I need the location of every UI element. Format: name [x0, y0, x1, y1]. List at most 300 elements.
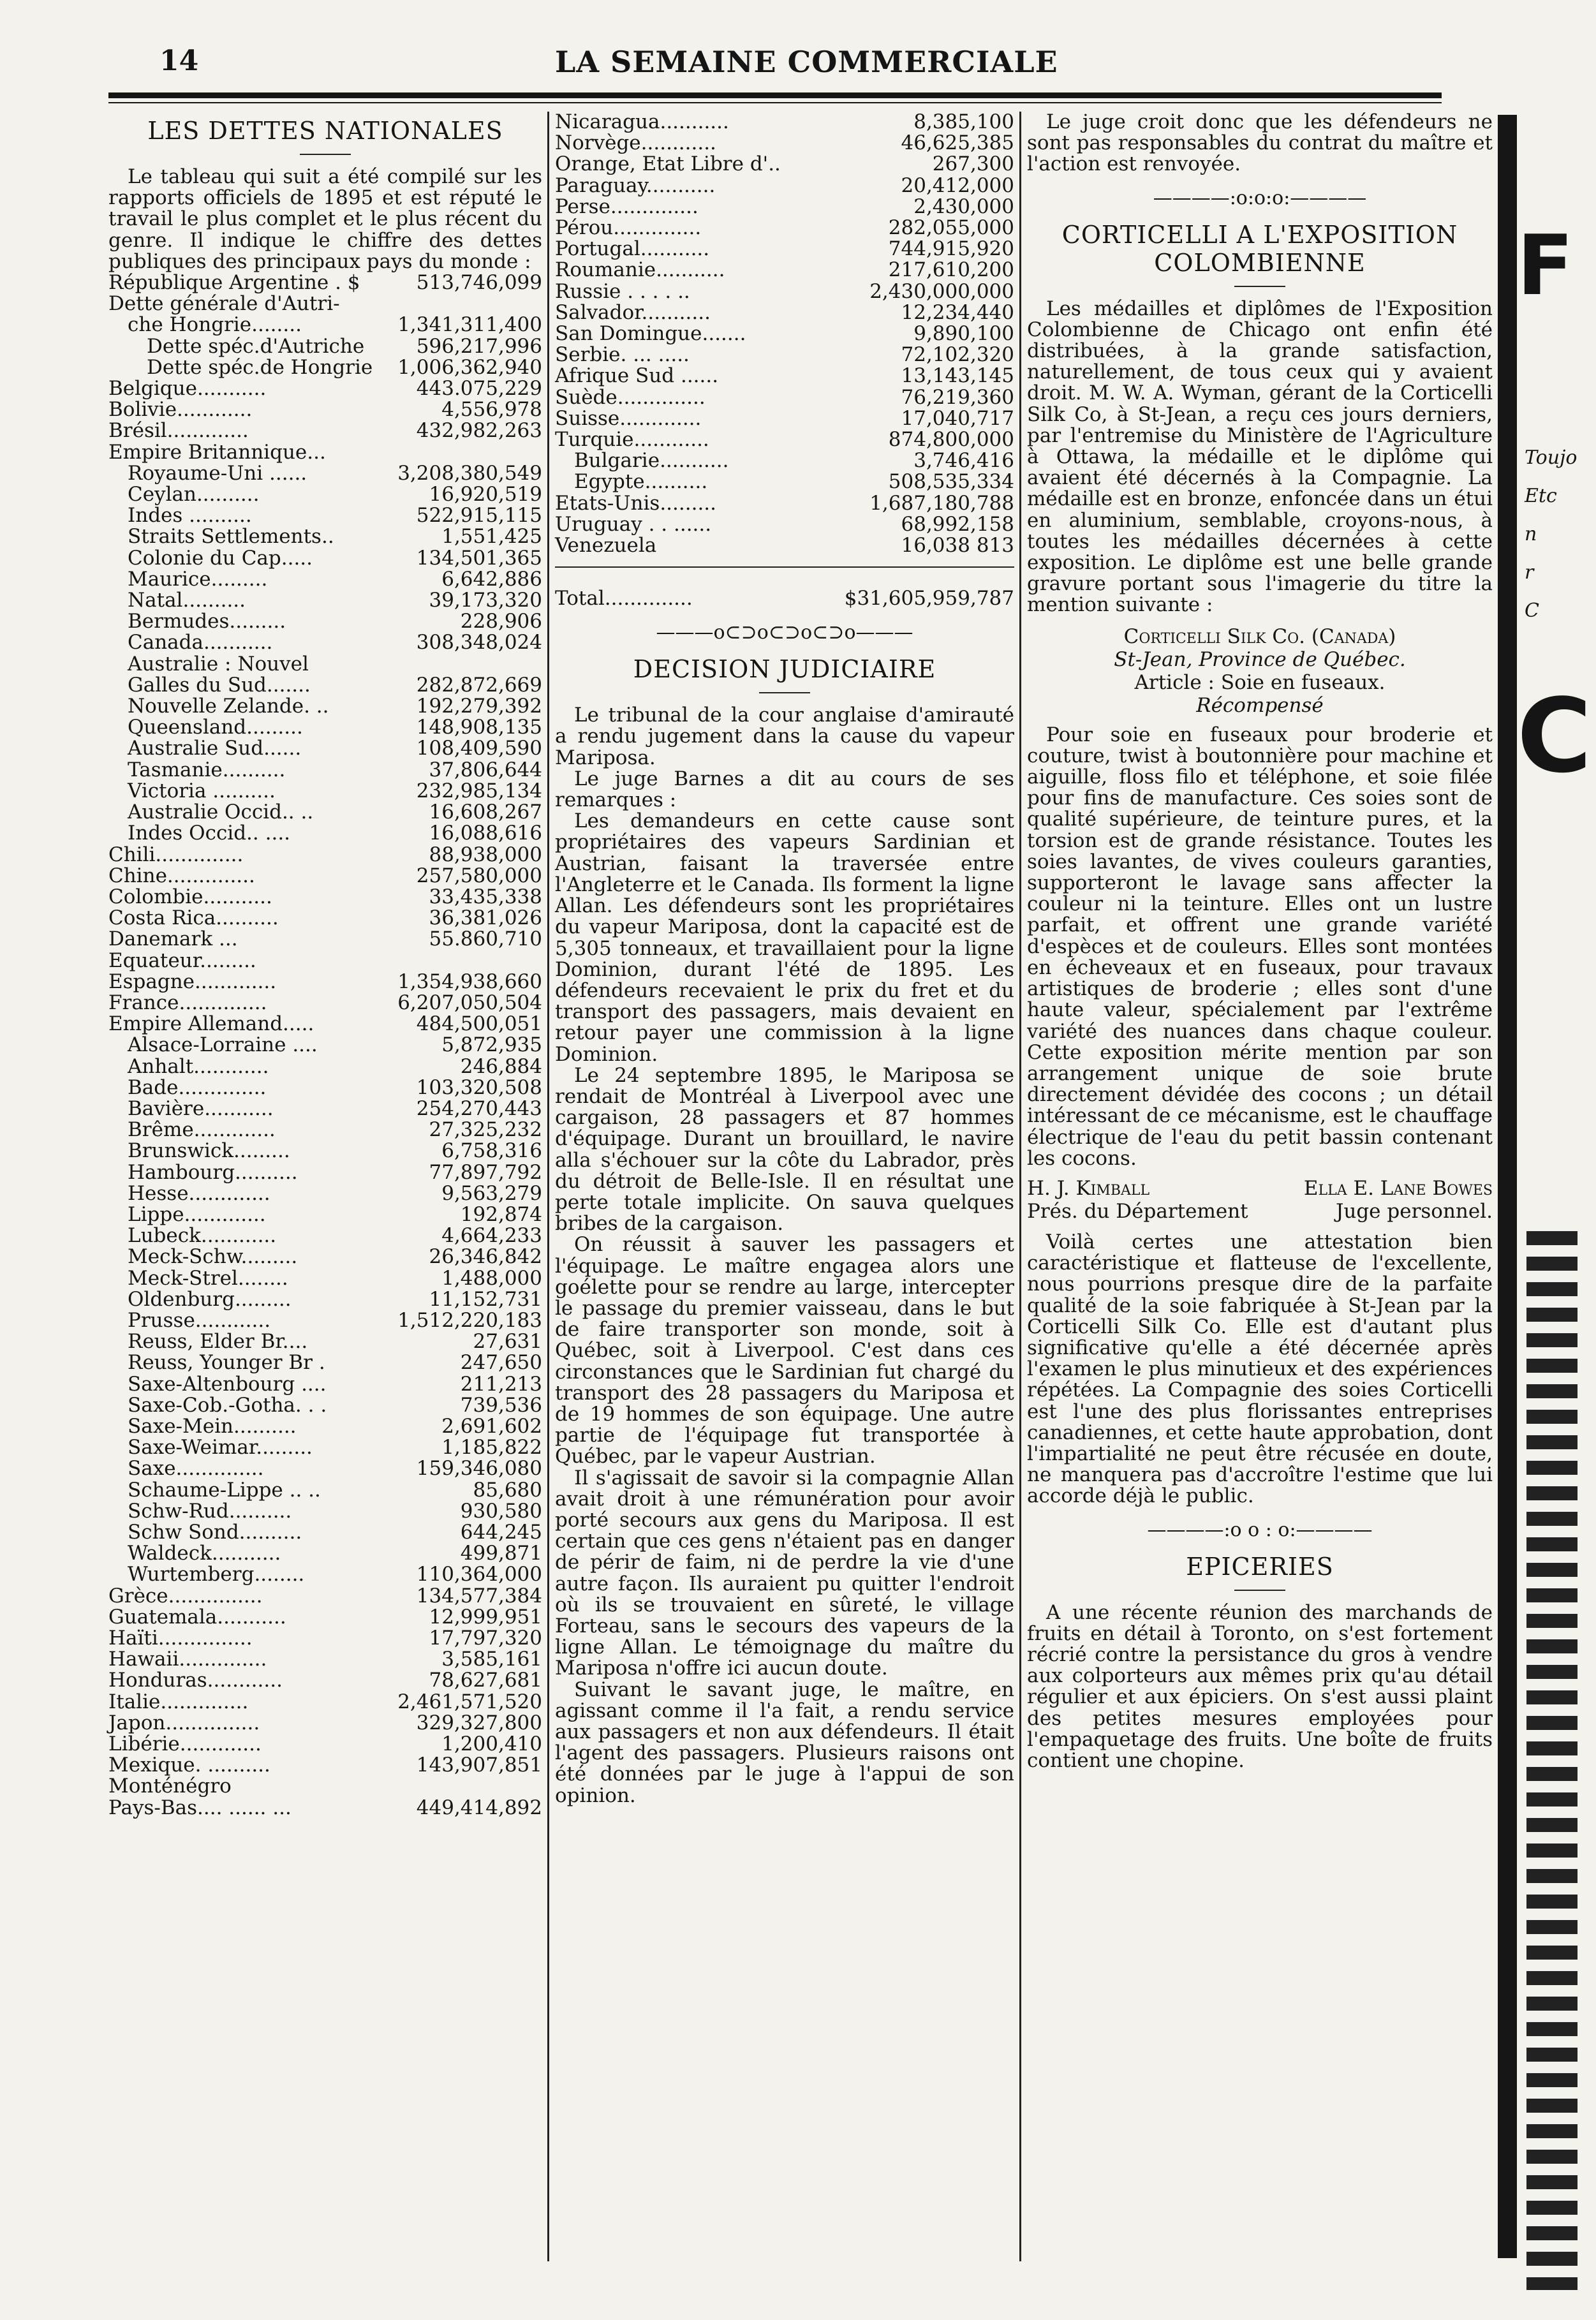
country-name: Dette spéc.de Hongrie [147, 355, 373, 379]
country-name: Bavière........... [128, 1097, 274, 1120]
country-name: Indes .......... [128, 504, 252, 528]
country-name: Pays-Bas.... ...... ... [108, 1796, 292, 1819]
corticelli-para-1: Les médailles et diplômes de l'Exposition Colombienne de Chicago ont enfin été distribuées, à la grande satisfaction, naturellement, de tous ceux qui y avaient droit. M. W. A. Wyman, gérant de la Corticelli Silk Co, à St-Jean, a reçu ces jours derniers, par l'entremise du Ministère de l'Agriculture à Ottawa, la médaille et le diplôme qui avaient été décernés à la Compagnie. La médaille est en bronze, enfoncée dans un étui en aluminium, semblable, croyons-nous, à toutes les médailles décernées à cette exposition. Le diplôme est une belle grande gravure portant sous l'imagerie du titre la mention suivante : [1027, 297, 1493, 617]
country-name: Tasmanie.......... [128, 758, 286, 781]
country-name: Bade.............. [128, 1075, 267, 1099]
table-row [108, 1119, 542, 1141]
country-name: Orange, Etat Libre d'.. [555, 152, 781, 176]
table-row [108, 569, 542, 590]
country-name: Australie Sud...... [128, 737, 302, 760]
country-name: Haïti............... [108, 1627, 253, 1650]
country-name: Straits Settlements.. [128, 525, 334, 549]
country-name: Canada........... [128, 631, 273, 654]
corticelli-para-2: Pour soie en fuseaux pour broderie et couture, twist à boutonnière pour machine et aiguille, floss filo et téléphone, et soie filée pour fins de manufacture. Ces soies sont de qualité supérieure, de teinture pures, et la torsion est de grande résistance. Toutes les soies lavantes, de vives couleurs garanties, supporteront le lavage sans affecter la couleur ni la teinture. Elles ont un lustre parfait, et offrent une grande variété d'espèces et de couleurs. Elles sont montées en écheveaux et en fuseaux, pour travaux artistiques de broderie ; elles sont d'une haute valeur, spécialement par l'extrême variété des nuances dans chaque couleur. Cette exposition mérite mention par son arrangement unique de soie brute directement dévidée des cocons ; un détail intéressant de ce mécanisme, est le chauffage électrique de l'eau du petit bassin contenant les cocons. [1027, 723, 1493, 1170]
country-name: Anhalt............ [128, 1054, 269, 1078]
country-name: France.............. [108, 991, 267, 1014]
table-row [108, 654, 542, 675]
country-name: Suisse............. [555, 406, 702, 430]
debt-value: 1,687,180,788 [869, 491, 1014, 515]
debt-value: 9,563,279 [441, 1181, 542, 1205]
debt-value: 449,414,892 [416, 1796, 542, 1819]
ornament-divider: ————:o o : o:———— [1147, 1518, 1373, 1541]
country-name: Schw Sond.......... [128, 1521, 302, 1544]
table-row [108, 1289, 542, 1310]
table-row [555, 387, 1014, 408]
country-name: Dette générale d'Autri- [108, 292, 340, 316]
total-label: Total.............. [555, 587, 693, 610]
top-rule-thin [108, 102, 1442, 103]
debt-value: 26,346,842 [429, 1245, 542, 1269]
corticelli-para-3: Voilà certes une attestation bien caractéristique et flatteuse de l'excellente, nous pourrions presque dire de la parfaite qualité de la soie fabriquée à St-Jean par la Corticelli Silk Co. Elle est d'autant plus significative qu'elle a été décernée après l'examen le plus minutieux et des expériences répétées. La Compagnie des soies Corticelli est l'une des plus florissantes entreprises canadiennes, et cette haute approbation, dont l'impartialité ne peut être récusée en doute, ne manquera pas d'accroître l'estime que lui accorde déjà le public. [1027, 1230, 1493, 1508]
debt-value: 282,055,000 [888, 216, 1014, 240]
table-row [108, 314, 542, 336]
debt-value [540, 442, 542, 463]
debt-value: 217,610,200 [888, 258, 1014, 282]
table-row [108, 1437, 542, 1458]
signature-row-2 [1027, 1200, 1493, 1223]
ornament-divider: ————:o:o:o:———— [1153, 186, 1367, 209]
ad-text-5: C [1525, 600, 1539, 622]
country-name: Schaume-Lippe .. .. [128, 1478, 321, 1502]
table-row [108, 1480, 542, 1501]
debt-value: 110,364,000 [416, 1563, 542, 1586]
country-name: Hambourg.......... [128, 1160, 298, 1184]
country-name: Grèce............... [108, 1584, 263, 1607]
country-name: Italie.............. [108, 1690, 249, 1713]
table-row [555, 260, 1014, 281]
debt-value: 282,872,669 [416, 673, 542, 697]
debt-value [540, 654, 542, 675]
country-name: Saxe-Mein.......... [128, 1414, 297, 1438]
country-name: Salvador........... [555, 300, 711, 324]
country-name: Egypte.......... [574, 470, 708, 494]
table-row [108, 1543, 542, 1564]
table-row [108, 760, 542, 781]
column-1 [108, 112, 542, 1819]
title-rule [300, 154, 351, 155]
table-row [108, 1310, 542, 1331]
table-row [108, 1098, 542, 1119]
country-name: Dette spéc.d'Autriche [147, 334, 365, 358]
table-row [108, 1649, 542, 1670]
debt-value: 2,461,571,520 [397, 1690, 542, 1713]
debt-value: 9,890,100 [913, 322, 1014, 346]
table-row [108, 293, 542, 314]
country-name: Japon............... [108, 1711, 260, 1734]
country-name: Alsace-Lorraine .... [128, 1033, 318, 1057]
country-name: Bolivie............ [108, 398, 253, 422]
table-row [555, 196, 1014, 218]
debt-value: 16,920,519 [429, 483, 542, 506]
country-name: Brunswick......... [128, 1139, 290, 1163]
country-name: Costa Rica.......... [108, 906, 279, 930]
table-row [555, 133, 1014, 154]
country-name: Queensland......... [128, 716, 303, 739]
country-name: Brême............. [128, 1118, 276, 1142]
table-row [108, 1183, 542, 1204]
debt-value: 247,650 [460, 1351, 542, 1375]
debts-table [108, 272, 542, 1819]
table-row [555, 493, 1014, 514]
debt-value: 596,217,996 [416, 334, 542, 358]
country-name: San Domingue....... [555, 322, 746, 346]
debt-value: 2,430,000,000 [869, 279, 1014, 303]
country-name: Galles du Sud....... [128, 673, 311, 697]
debts-total [555, 566, 1014, 610]
ad-text-3: n [1525, 523, 1537, 545]
table-row [108, 1374, 542, 1395]
country-name: Paraguay........... [555, 174, 716, 197]
table-row [108, 908, 542, 929]
debt-value [540, 293, 542, 314]
epiceries-para: A une récente réunion des marchands de fruits en détail à Toronto, on s'est fortement récrié contre la persistance du gros à vendre aux colporteurs aux mêmes prix qu'au détail régulier et aux épiciers. On s'est aussi plaint des petites mesures employées pour l'empaquetage des fruits. Une boîte de fruits contient une chopine. [1027, 1600, 1493, 1772]
debt-value: 644,245 [460, 1521, 542, 1544]
title-rule [1234, 286, 1285, 287]
decision-paragraph: Il s'agissait de savoir si la compagnie Allan avait droit à une rémunération pour avoir porté secours aux gens du Mariposa. Il est certain que ces gens n'étaient pas en danger de périr de faim, ni de perdre la vie d'une autre façon. Ils auraient pu quitter l'endroit où ils se trouvaient en sûreté, le village Forteau, sans le secours des vapeurs de la ligne Allan. Le témoignage du maître du Mariposa n'offre ici aucun doute. [555, 1466, 1014, 1680]
table-row [108, 1331, 542, 1352]
country-name: Guatemala........... [108, 1605, 286, 1629]
country-name: Belgique........... [108, 377, 267, 401]
debt-value: 143,907,851 [416, 1754, 542, 1777]
debt-value: 36,381,026 [429, 906, 542, 930]
debt-value: 522,915,115 [416, 504, 542, 528]
debt-value: 1,185,822 [441, 1436, 542, 1459]
ad-decorative-band [1526, 1231, 1578, 2290]
debt-value: 20,412,000 [901, 174, 1014, 197]
table-row [108, 696, 542, 717]
debt-value: 1,551,425 [441, 525, 542, 549]
debt-value: 12,999,951 [429, 1605, 542, 1629]
country-name: Reuss, Younger Br . [128, 1351, 325, 1375]
country-name: Uruguay . . ...... [555, 512, 712, 536]
country-name: Colombie........... [108, 885, 272, 908]
table-row [108, 548, 542, 569]
column-divider-2 [1019, 112, 1021, 2261]
debt-value: 228,906 [460, 610, 542, 633]
country-name: Equateur......... [108, 949, 256, 972]
ad-black-bar [1498, 115, 1517, 2258]
country-name: Nicaragua........... [555, 110, 729, 133]
country-name: Empire Britannique... [108, 440, 326, 464]
table-row [108, 1755, 542, 1776]
table-row [555, 154, 1014, 175]
debt-value: 159,346,080 [416, 1457, 542, 1481]
debt-value: 211,213 [460, 1372, 542, 1396]
debt-value: 72,102,320 [901, 343, 1014, 367]
table-row [555, 429, 1014, 450]
table-row [555, 112, 1014, 133]
cropped-advertisement [1498, 115, 1592, 2258]
debt-value: 16,088,616 [429, 822, 542, 845]
ad-text-4: r [1525, 561, 1534, 584]
debt-value: 134,501,365 [416, 546, 542, 570]
signature-right-role: Juge personnel. [1335, 1199, 1493, 1223]
table-row [108, 420, 542, 441]
debt-value: 78,627,681 [429, 1669, 542, 1692]
debt-value: 308,348,024 [416, 631, 542, 654]
debts-table-continued [555, 112, 1014, 556]
corticelli-title: CORTICELLI A L'EXPOSITION COLOMBIENNE [1061, 220, 1458, 277]
table-row [108, 1395, 542, 1416]
debt-value: 3,208,380,549 [397, 461, 542, 485]
country-name: Etats-Unis......... [555, 491, 717, 515]
debt-value: 267,300 [932, 152, 1014, 176]
table-row [555, 514, 1014, 535]
debt-value: 329,327,800 [416, 1711, 542, 1734]
country-name: Monténégro [108, 1775, 232, 1798]
country-name: Oldenburg......... [128, 1287, 292, 1311]
country-name: Venezuela [555, 534, 657, 558]
country-name: Victoria .......... [128, 779, 276, 802]
country-name: Suède.............. [555, 385, 706, 409]
debt-value: 192,279,392 [416, 695, 542, 718]
table-row [555, 535, 1014, 556]
debt-value: 1,341,311,400 [397, 313, 542, 337]
debt-value: 1,512,220,183 [397, 1308, 542, 1332]
debt-value: 739,536 [460, 1393, 542, 1417]
debt-value: 27,631 [473, 1330, 542, 1354]
column-divider-1 [547, 112, 549, 2261]
table-row [108, 1141, 542, 1162]
debt-value: 2,430,000 [913, 195, 1014, 218]
country-name: Afrique Sud ...... [555, 364, 719, 388]
table-row [108, 1798, 542, 1819]
country-name: Norvège............ [555, 131, 716, 155]
country-name: Saxe.............. [128, 1457, 264, 1481]
table-row [108, 675, 542, 696]
table-row [108, 1586, 542, 1607]
table-row [108, 399, 542, 420]
debt-value: 3,746,416 [913, 449, 1014, 473]
country-name: Russie . . . . .. [555, 279, 690, 303]
country-name: che Hongrie........ [128, 313, 302, 337]
debt-value: 4,556,978 [441, 398, 542, 422]
table-row [555, 471, 1014, 492]
table-row [108, 1628, 542, 1649]
country-name: Pérou.............. [555, 216, 702, 240]
country-name: Wurtemberg........ [128, 1563, 305, 1586]
diploma-article: Article : Soie en fuseaux. [1134, 670, 1385, 694]
debt-value: 6,207,050,504 [397, 991, 542, 1014]
debt-value: 77,897,792 [429, 1160, 542, 1184]
table-row [108, 1776, 542, 1797]
table-row [108, 336, 542, 357]
table-row [108, 1246, 542, 1267]
column-2 [555, 112, 1014, 1806]
running-title: LA SEMAINE COMMERCIALE [555, 45, 1058, 79]
country-name: Saxe-Cob.-Gotha. . . [128, 1393, 327, 1417]
debt-value: 17,797,320 [429, 1627, 542, 1650]
page-number: 14 [159, 45, 199, 77]
judge-conclusion: Le juge croit donc que les défendeurs ne sont pas responsables du contrat du maître et l'action est renvoyée. [1027, 110, 1493, 176]
decision-paragraph: Le juge Barnes a dit au cours de ses remarques : [555, 767, 1014, 812]
country-name: Bulgarie........... [574, 449, 729, 473]
country-name: Perse.............. [555, 195, 698, 218]
debt-value: 11,152,731 [429, 1287, 542, 1311]
country-name: Chine.............. [108, 864, 255, 887]
decision-article [555, 705, 1014, 1806]
country-name: Prusse............ [128, 1308, 271, 1332]
table-row [108, 526, 542, 547]
title-rule [759, 692, 810, 693]
country-name: Espagne............. [108, 970, 277, 993]
table-row [555, 344, 1014, 366]
country-name: Serbie. ... ..... [555, 343, 690, 367]
table-row [108, 1056, 542, 1077]
country-name: Colonie du Cap..... [128, 546, 313, 570]
country-name: Empire Allemand..... [108, 1012, 314, 1036]
debt-value: 37,806,644 [429, 758, 542, 781]
debt-value: 4,664,233 [441, 1224, 542, 1248]
table-row [108, 1204, 542, 1225]
table-row [555, 175, 1014, 196]
signature-right: Ella E. Lane Bowes [1303, 1176, 1493, 1200]
country-name: Natal.......... [128, 589, 246, 612]
debt-value: 232,985,134 [416, 779, 542, 802]
country-name: Australie Occid.. .. [128, 801, 314, 824]
debt-value: 55.860,710 [429, 927, 542, 951]
table-row [555, 239, 1014, 260]
country-name: Chili.............. [108, 843, 244, 866]
country-name: Meck-Schw......... [128, 1245, 298, 1269]
table-row [108, 1522, 542, 1543]
debt-value: 3,585,161 [441, 1648, 542, 1671]
debt-value: 46,625,385 [901, 131, 1014, 155]
table-row [108, 357, 542, 378]
table-row [108, 505, 542, 526]
table-row [108, 845, 542, 866]
table-row [108, 929, 542, 950]
debts-title: LES DETTES NATIONALES [147, 117, 503, 145]
country-name: Hawaii.............. [108, 1648, 267, 1671]
table-row [108, 823, 542, 844]
country-name: Turquie............ [555, 428, 709, 452]
debt-value: 1,200,410 [441, 1733, 542, 1756]
table-row [108, 272, 542, 293]
country-name: Meck-Strel........ [128, 1266, 288, 1290]
debt-value: 13,143,145 [901, 364, 1014, 388]
debt-value: 1,354,938,660 [397, 970, 542, 993]
ad-text-2: Etc [1525, 485, 1557, 507]
country-name: Australie : Nouvel [128, 652, 309, 676]
ad-text-1: Toujo [1525, 447, 1578, 469]
ad-big-c: C [1517, 676, 1592, 795]
column-3 [1027, 112, 1493, 1771]
table-row [108, 1692, 542, 1713]
diploma-company: Corticelli Silk Co. (Canada) [1123, 624, 1396, 648]
table-row [555, 408, 1014, 429]
decision-paragraph: Les demandeurs en cette cause sont propriétaires des vapeurs Sardinian et Austrian, faisant la traversée entre l'Angleterre et le Canada. Ils forment la ligne Allan. Les défendeurs sont les propriétaires du vapeur Mariposa, dont la capacité est de 5,305 tonneaux, et travaillaient pour la ligne Dominion, durant l'été de 1895. Les défendeurs recevaient le prix du fret et du transport des passagers, mais devaient en retour payer une commission à la ligne Dominion. [555, 809, 1014, 1066]
country-name: Saxe-Altenbourg .... [128, 1372, 327, 1396]
debt-value: 744,915,920 [888, 237, 1014, 261]
table-row [108, 717, 542, 738]
country-name: Ceylan.......... [128, 483, 260, 506]
table-row [108, 1077, 542, 1098]
debt-value: 1,006,362,940 [397, 355, 542, 379]
debts-intro: Le tableau qui suit a été compilé sur les rapports officiels de 1895 et est réputé le travail le plus complet et le plus récent du genre. Il indique le chiffre des dettes publiques des principaux pays du monde : [108, 165, 542, 273]
debt-value: 246,884 [460, 1054, 542, 1078]
country-name: Royaume-Uni ...... [128, 461, 307, 485]
country-name: Mexique. .......... [108, 1754, 270, 1777]
debt-value: 134,577,384 [416, 1584, 542, 1607]
country-name: Nouvelle Zelande. .. [128, 695, 329, 718]
debt-value: 6,758,316 [441, 1139, 542, 1163]
diploma-award: Récompensé [1196, 693, 1324, 717]
epiceries-title: EPICERIES [1186, 1552, 1334, 1581]
debt-value [540, 1776, 542, 1797]
debt-value: 930,580 [460, 1499, 542, 1523]
table-row [108, 442, 542, 463]
debt-value: 1,488,000 [441, 1266, 542, 1290]
signature-left-role: Prés. du Département [1027, 1199, 1248, 1223]
title-rule [1234, 1590, 1285, 1591]
country-name: Roumanie........... [555, 258, 725, 282]
table-row [108, 1162, 542, 1183]
table-row [108, 802, 542, 823]
debt-value: 76,219,360 [901, 385, 1014, 409]
top-rule [108, 92, 1442, 98]
table-row [108, 1670, 542, 1691]
table-row [108, 866, 542, 887]
debt-value: 33,435,338 [429, 885, 542, 908]
country-name: Lubeck............ [128, 1224, 277, 1248]
debt-value: 2,691,602 [441, 1414, 542, 1438]
country-name: Waldeck........... [128, 1542, 281, 1565]
table-row [108, 463, 542, 484]
table-row [108, 1416, 542, 1437]
table-row [108, 1268, 542, 1289]
table-row [555, 281, 1014, 302]
table-row [108, 993, 542, 1014]
table-row [108, 1014, 542, 1035]
total-value: $31,605,959,787 [844, 587, 1014, 610]
table-row [108, 1458, 542, 1479]
table-row [108, 781, 542, 802]
diploma-place: St-Jean, Province de Québec. [1114, 647, 1406, 671]
table-row [555, 323, 1014, 344]
debt-value: 16,038 813 [901, 534, 1014, 558]
ornament-divider: ———o⊂⊃o⊂⊃o⊂⊃o——— [656, 621, 913, 644]
decision-paragraph: Suivant le savant juge, le maître, en agissant comme il l'a fait, a rendu service aux passagers et non aux défendeurs. Il était l'agent des passagers. Plusieurs raisons ont été données par le juge à l'appui de son opinion. [555, 1678, 1014, 1807]
country-name: Lippe............. [128, 1202, 266, 1226]
country-name: Schw-Rud.......... [128, 1499, 292, 1523]
debt-value: 103,320,508 [416, 1075, 542, 1099]
table-row [108, 1564, 542, 1585]
table-row [108, 1734, 542, 1755]
debt-value: 499,871 [460, 1542, 542, 1565]
signature-left: H. J. Kimball [1027, 1176, 1150, 1200]
table-row [108, 1225, 542, 1246]
debt-value: 443.075,229 [416, 377, 542, 401]
country-name: Bermudes......... [128, 610, 286, 633]
table-row [108, 1352, 542, 1373]
table-row [108, 1501, 542, 1522]
country-name: Danemark ... [108, 927, 238, 951]
table-row [108, 887, 542, 908]
table-row [108, 611, 542, 632]
table-row [108, 738, 542, 759]
debt-value: 108,409,590 [416, 737, 542, 760]
decision-paragraph: Le 24 septembre 1895, le Mariposa se rendait de Montréal à Liverpool avec une cargaison, 28 passagers et 87 hommes d'équipage. Durant un brouillard, le navire alla s'échouer sur la côte du Labrador, près du détroit de Belle-Isle. Il en résultat une perte totale implicite. On sauva quelques bribes de la cargaison. [555, 1063, 1014, 1236]
table-row [108, 950, 542, 972]
debt-value: 12,234,440 [901, 300, 1014, 324]
country-name: République Argentine . $ [108, 271, 360, 295]
country-name: Reuss, Elder Br.... [128, 1330, 308, 1354]
debt-value: 254,270,443 [416, 1097, 542, 1120]
table-row [555, 302, 1014, 323]
country-name: Honduras............ [108, 1669, 283, 1692]
country-name: Saxe-Weimar......... [128, 1436, 313, 1459]
